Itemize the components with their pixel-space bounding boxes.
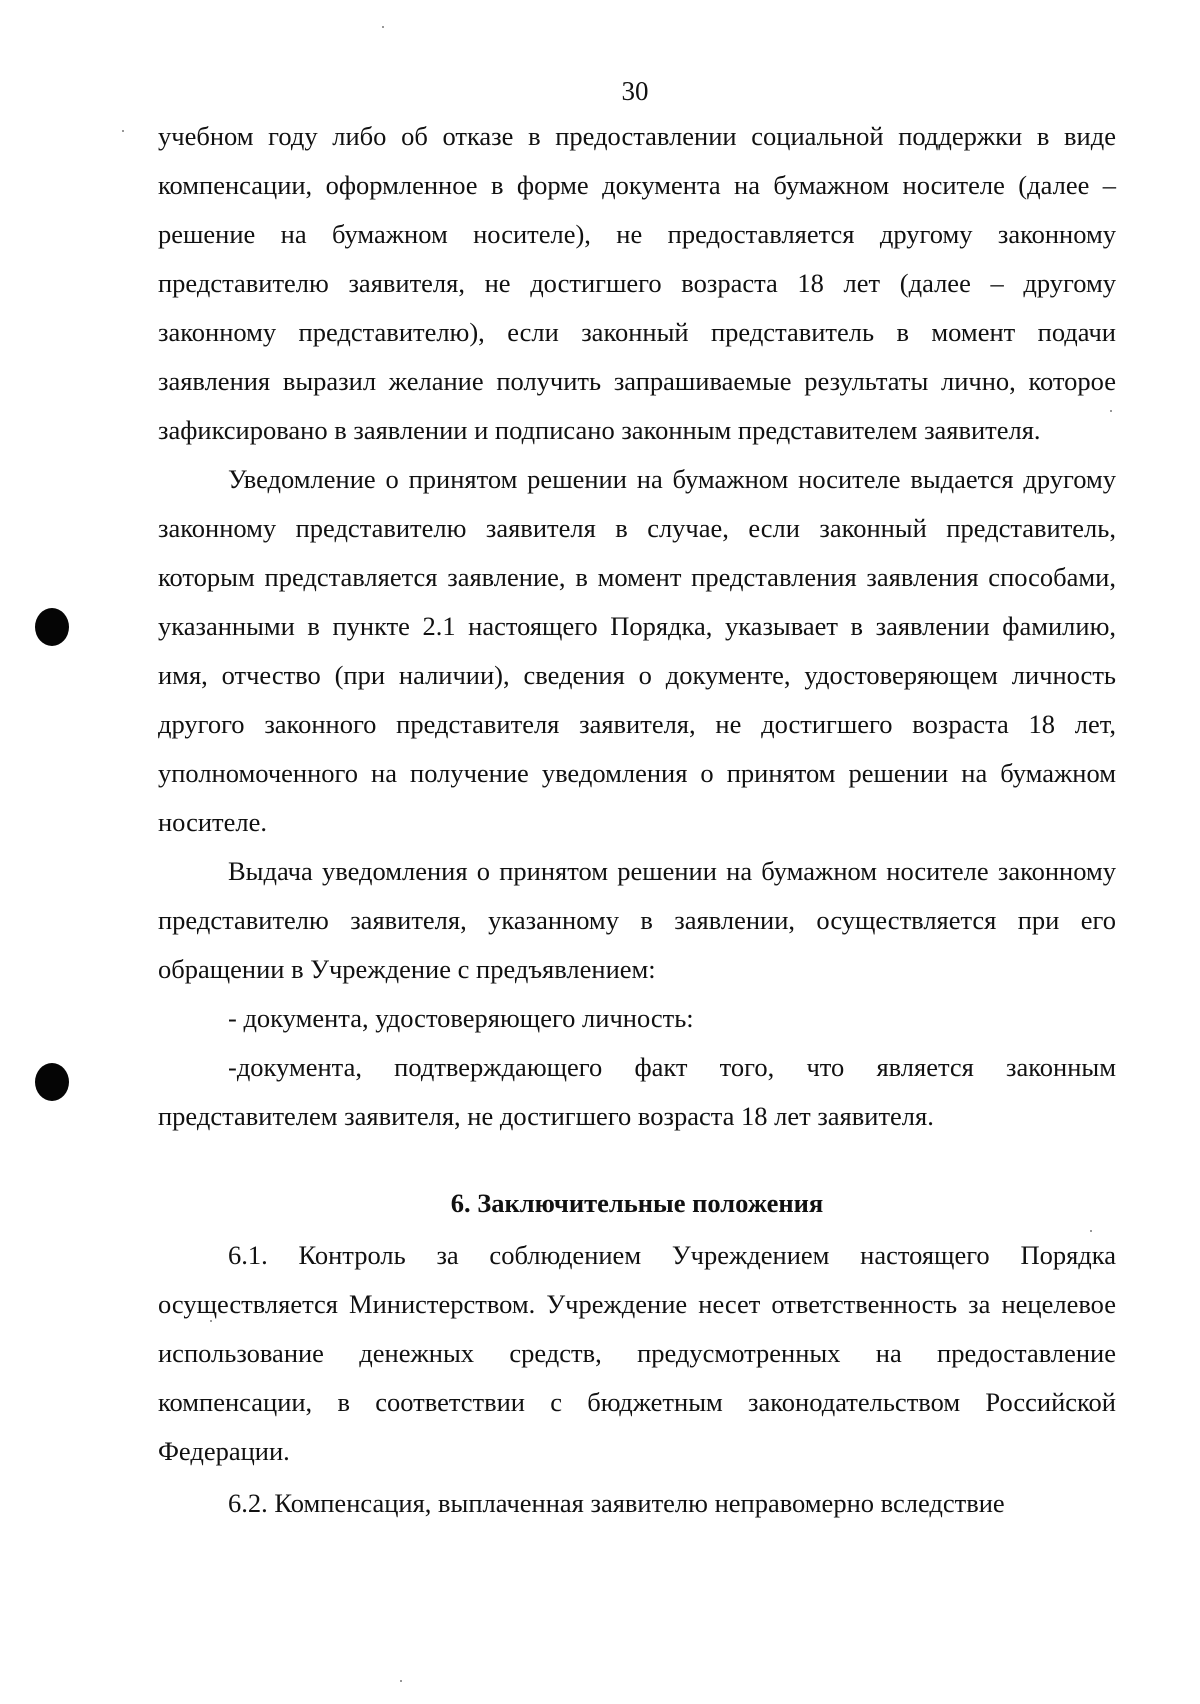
- punch-hole-mark: [35, 1063, 69, 1101]
- page-number: 30: [621, 76, 649, 106]
- scan-speck: [122, 130, 124, 132]
- list-item: - документа, удостоверяющего личность:: [228, 1003, 694, 1033]
- list-item: -документа, подтверждающего факт того, что является законным представителем заявителя, не достигшего возраста 18 лет заявителя.: [158, 1052, 1116, 1131]
- document-body: [158, 112, 1116, 1528]
- scan-speck: [382, 26, 384, 28]
- section-heading: 6. Заключительные положения: [450, 1188, 824, 1218]
- scan-speck: [400, 1680, 402, 1682]
- punch-hole-mark: [35, 608, 69, 646]
- body-paragraph: Выдача уведомления о принятом решении на бумажном носителе законному представителю заявителя, указанному в заявлении, осуществляется при его обращении в Учреждение с предъявлением:: [158, 856, 1116, 984]
- body-paragraph: Уведомление о принятом решении на бумажном носителе выдается другому законному представителю заявителя в случае, если законный представитель, которым представляется заявление, в момент представления заявления способами, указанными в пункте 2.1 настоящего Порядка, указывает в заявлении фамилию, имя, отчество (при наличии), сведения о документе, удостоверяющем личность другого законного представителя заявителя, не достигшего возраста 18 лет, уполномоченного на получение уведомления о принятом решении на бумажном носителе.: [158, 464, 1116, 837]
- body-paragraph: учебном году либо об отказе в предоставлении социальной поддержки в виде компенсации, оформленное в форме документа на бумажном носителе (далее – решение на бумажном носителе), не предоставляется другому законному представителю заявителя, не достигшего возраста 18 лет (далее – другому законному представителю), если законный представитель в момент подачи заявления выразил желание получить запрашиваемые результаты лично, которое зафиксировано в заявлении и подписано законным представителем заявителя.: [158, 121, 1116, 445]
- section-paragraph: 6.1. Контроль за соблюдением Учреждением настоящего Порядка осуществляется Министерством. Учреждение несет ответственность за нецелевое использование денежных средств, предусмотренных на предоставление компенсации, в соответствии с бюджетным законодательством Российской Федерации.: [158, 1240, 1116, 1466]
- section-paragraph: 6.2. Компенсация, выплаченная заявителю неправомерно вследствие: [228, 1488, 1005, 1518]
